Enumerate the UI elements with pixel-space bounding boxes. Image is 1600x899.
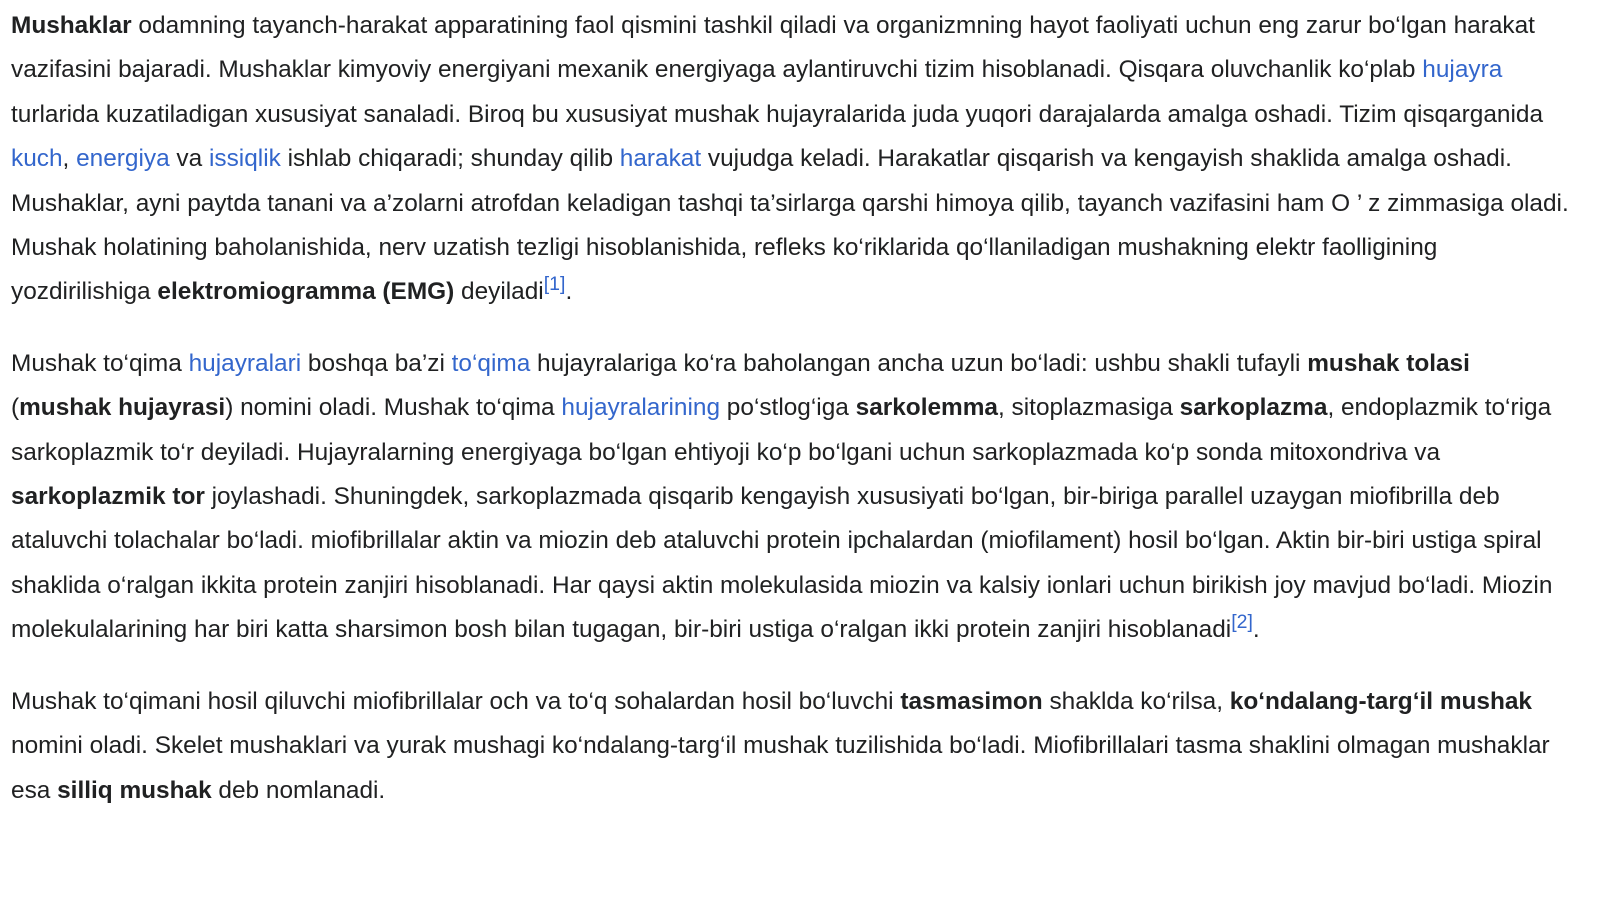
paragraph-text: turlarida kuzatiladigan xususiyat sanaladi. Biroq bu xususiyat mushak hujayralarida juda yuqori darajalarda amalga oshadi. Tizim qisqarganida [11, 100, 1544, 128]
bold-term: sarkolemma [855, 394, 998, 422]
wiki-link[interactable]: hujayralarining [561, 394, 721, 422]
wiki-link[interactable]: harakat [619, 145, 702, 173]
paragraph-text: ( [11, 394, 20, 422]
paragraph-text: joylashadi. Shuningdek, sarkoplazmada qisqarib kengayish xususiyati bo‘lgan, bir-biriga parallel uzaygan miofibrilla deb ataluvchi tolachalar bo‘ladi. miofibrillalar aktin va miozin deb ataluvchi protein ipchalardan (miofilament) hosil bo‘lgan. Aktin bir-biri ustiga spiral shaklida o‘ralgan ikkita protein zanjiri hisoblanadi. Har qaysi aktin molekulasida miozin va kalsiy ionlari uchun birikish joy mavjud bo‘ladi. Miozin molekulalarining har biri katta sharsimon bosh bilan tugagan, bir-biri ustiga o‘ralgan ikki protein zanjiri hisoblanadi [11, 483, 1553, 644]
bold-term: sarkoplazmik tor [11, 483, 205, 511]
paragraph-text: shaklda ko‘rilsa, [1042, 687, 1230, 715]
paragraph-text: boshqa ba’zi [301, 349, 452, 377]
paragraph-text: , endoplazmik to‘riga sarkoplazmik to‘r deyiladi. Hujayralarning energiyaga bo‘lgan ehtiyoji ko‘p bo‘lgani uchun sarkoplazmada ko‘p sonda mitoxondriva va [11, 394, 1552, 466]
article-paragraph [11, 680, 1571, 813]
bold-term: Mushaklar [11, 12, 132, 39]
article-paragraph [11, 342, 1571, 653]
paragraph-text: . [1252, 616, 1260, 644]
bold-term: ko‘ndalang-targ‘il mushak [1229, 687, 1532, 715]
paragraph-text: ishlab chiqaradi; shunday qilib [280, 145, 620, 173]
bold-term: mushak tolasi [1307, 349, 1470, 377]
wiki-link[interactable]: to‘qima [451, 349, 531, 377]
reference-link[interactable]: [1] [543, 273, 566, 296]
paragraph-text: , sitoplazmasiga [998, 394, 1180, 422]
paragraph-text: vujudga keladi. Harakatlar qisqarish va kengayish shaklida amalga oshadi. Mushaklar, ayni paytda tanani va a’zolarni atrofdan keladigan tashqi ta’sirlarga qarshi himoya qilib, tayanch vazifasini ham O ’ z zimmasiga oladi. Mushak holatining baholanishida, nerv uzatish tezligi hisoblanishida, refleks ko‘riklarida qo‘llaniladigan mushakning elektr faolligining yozdirilishiga [11, 145, 1569, 306]
paragraph-text: po‘stlog‘iga [720, 394, 856, 422]
reference-superscript [1231, 611, 1253, 633]
article-paragraph [11, 4, 1571, 315]
bold-term: tasmasimon [900, 687, 1043, 715]
wiki-link[interactable]: hujayralari [188, 349, 302, 377]
paragraph-text: va [169, 145, 209, 173]
paragraph-text: nomini oladi. Skelet mushaklari va yurak mushagi ko‘ndalang-targ‘il mushak tuzilishida bo‘ladi. Miofibrillalari tasma shaklini olmagan mushaklar esa [11, 732, 1550, 804]
paragraph-text: Mushak to‘qima [11, 349, 189, 377]
wiki-link[interactable]: energiya [76, 145, 170, 173]
bold-term: mushak hujayrasi [19, 394, 226, 422]
paragraph-text: . [565, 278, 573, 306]
wiki-link[interactable]: hujayra [1422, 56, 1503, 84]
bold-term: sarkoplazma [1179, 394, 1328, 422]
wiki-link[interactable]: issiqlik [208, 145, 281, 173]
paragraph-text: hujayralariga ko‘ra baholangan ancha uzun bo‘ladi: ushbu shakli tufayli [530, 349, 1308, 377]
paragraph-text: odamning tayanch-harakat apparatining faol qismini tashkil qiladi va organizmning hayot faoliyati uchun eng zarur bo‘lgan harakat vazifasini bajaradi. Mushaklar kimyoviy energiyani mexanik energiyaga aylantiruvchi tizim hisoblanadi. Qisqara oluvchanlik ko‘plab [11, 12, 1535, 84]
bold-term: elektromiogramma (EMG) [157, 278, 455, 306]
reference-link[interactable]: [2] [1231, 611, 1253, 634]
article-body [11, 4, 1571, 840]
wiki-link[interactable]: kuch [11, 145, 63, 173]
paragraph-text: deb nomlanadi. [211, 776, 386, 804]
bold-term: silliq mushak [57, 776, 212, 804]
paragraph-text: , [62, 145, 77, 173]
paragraph-text: ) nomini oladi. Mushak to‘qima [225, 394, 562, 422]
paragraph-text: deyiladi [454, 278, 544, 306]
reference-superscript [544, 273, 566, 295]
paragraph-text: Mushak to‘qimani hosil qiluvchi miofibrillalar och va to‘q sohalardan hosil bo‘luvchi [11, 687, 901, 715]
